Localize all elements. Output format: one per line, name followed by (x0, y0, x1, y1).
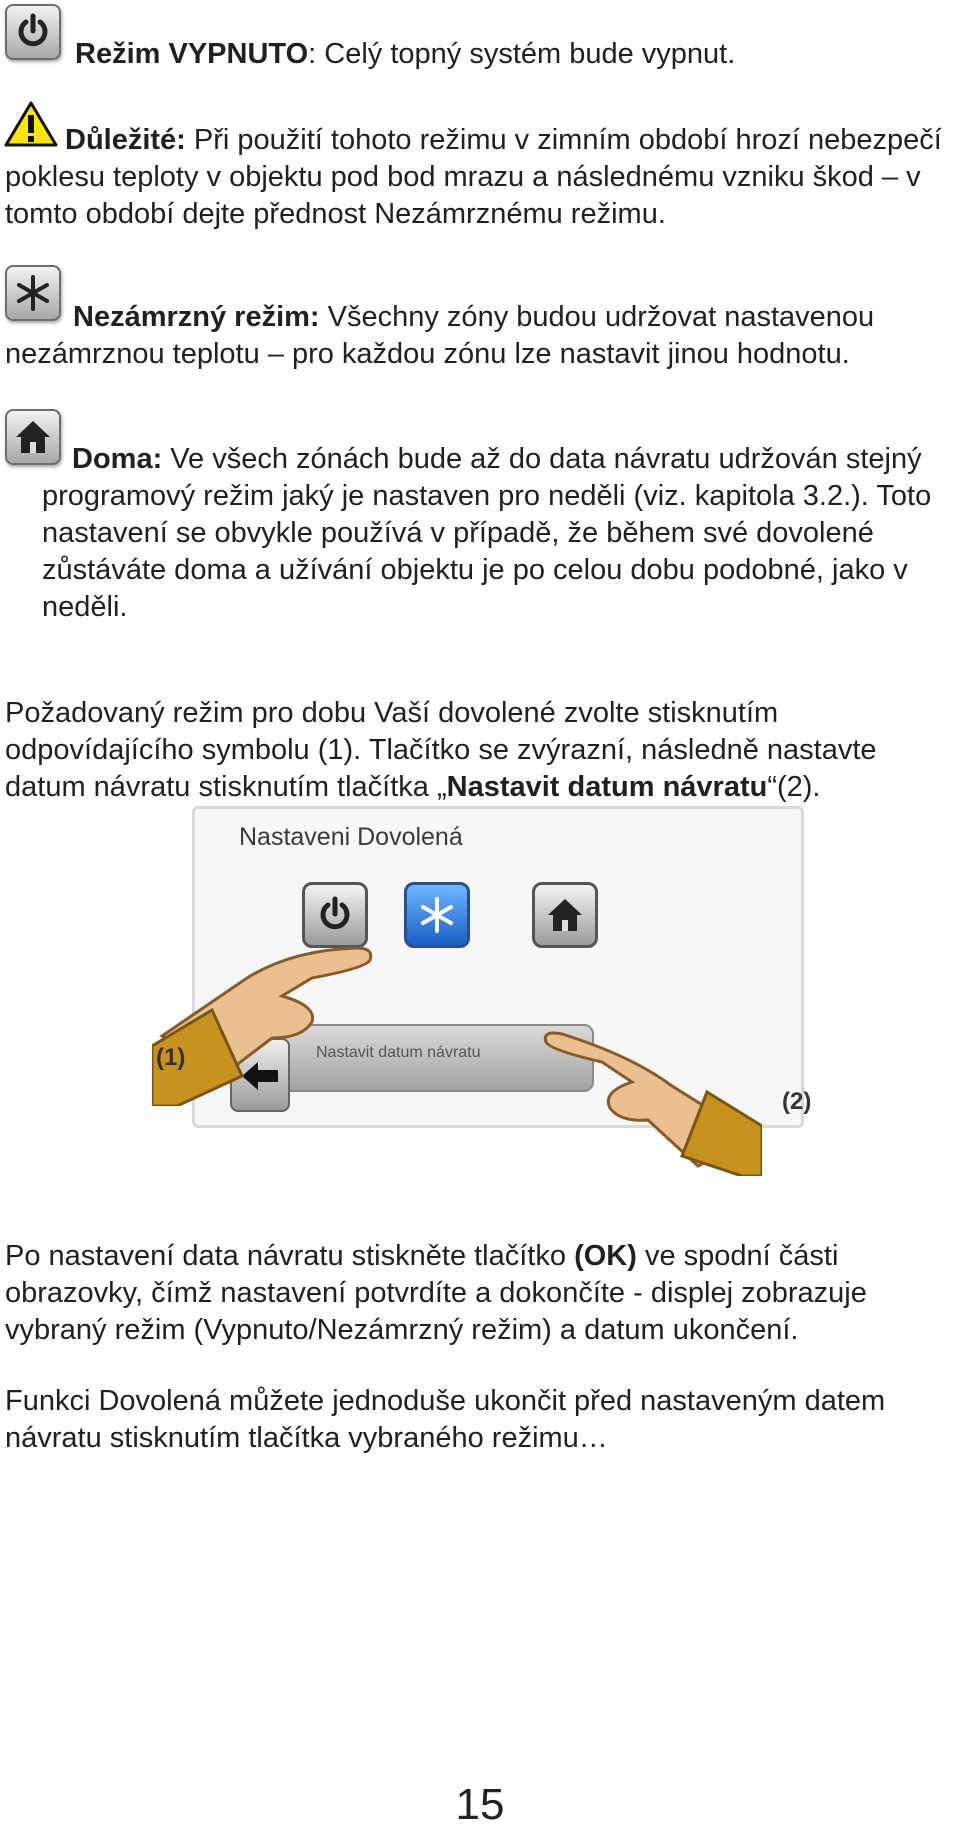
instruction-text: Požadovaný režim pro dobu Vaší dovolené zvolte stisknutím odpovídajícího symbolu (1). Tlačítko se zvýrazní, následně nastavte datum návratu stisknutím tlačítka „ (5, 697, 877, 803)
mode-off-text: : Celý topný systém bude vypnut. (308, 38, 736, 70)
mode-off-title: Režim VYPNUTO (75, 38, 309, 70)
panel-title: Nastaveni Dovolená (239, 823, 463, 851)
page-number: 15 (455, 1780, 505, 1829)
callout-1: (1) (156, 1044, 186, 1071)
frost-mode-paragraph (5, 299, 955, 373)
frost-mode-title: Nezámrzný režim: (73, 301, 320, 333)
figure-frost-button[interactable] (404, 882, 470, 948)
instruction-paragraph (5, 695, 955, 806)
confirm-bold: (OK) (574, 1240, 637, 1272)
instruction-text-end: “(2). (767, 771, 821, 803)
warning-paragraph (5, 122, 955, 233)
confirm-paragraph (5, 1238, 955, 1349)
pointing-hand-2 (502, 996, 762, 1176)
callout-2: (2) (782, 1088, 812, 1115)
warning-text: Při použití tohoto režimu v zimním období hrozí nebezpečí poklesu teploty v objektu pod bod mrazu a následnému vzniku škod – v tomto období dejte přednost Nezámrznému režimu. (5, 124, 942, 230)
end-holiday-paragraph (5, 1383, 955, 1457)
end-holiday-text: Funkci Dovolená můžete jednoduše ukončit před nastaveným datem návratu stisknutím tlačítka vybraného režimu… (5, 1385, 886, 1454)
warning-title: Důležité: (65, 124, 186, 156)
pointing-hand-1 (152, 926, 412, 1106)
confirm-text: Po nastavení data návratu stiskněte tlačítko (5, 1240, 575, 1272)
mode-off-paragraph (75, 36, 935, 73)
confirm-text-end: ve spodní části obrazovky, čímž nastavení potvrdíte a dokončíte - displej zobrazuje vybraný režim (Vypnuto/Nezámrzný režim) a datum ukončení. (5, 1240, 867, 1346)
figure-home-button[interactable] (532, 882, 598, 948)
home-mode-paragraph (42, 441, 960, 626)
home-mode-text: Ve všech zónách bude až do data návratu udržován stejný programový režim jaký je nastaven pro neděli (viz. kapitola 3.2.). Toto nastavení se obvykle používá v případě, že během své dovolené zůstáváte doma a užívání objektu je po celou dobu podobné, jako v neděli. (42, 443, 932, 623)
home-mode-title: Doma: (72, 443, 163, 475)
frost-mode-text: Všechny zóny budou udržovat nastavenou nezámrznou teplotu – pro každou zónu lze nastavit jinou hodnotu. (5, 301, 875, 370)
holiday-settings-illustration (152, 806, 822, 1171)
instruction-bold: Nastavit datum návratu (446, 771, 768, 803)
power-icon (5, 4, 61, 60)
set-return-date-label: Nastavit datum návratu (316, 1044, 481, 1061)
